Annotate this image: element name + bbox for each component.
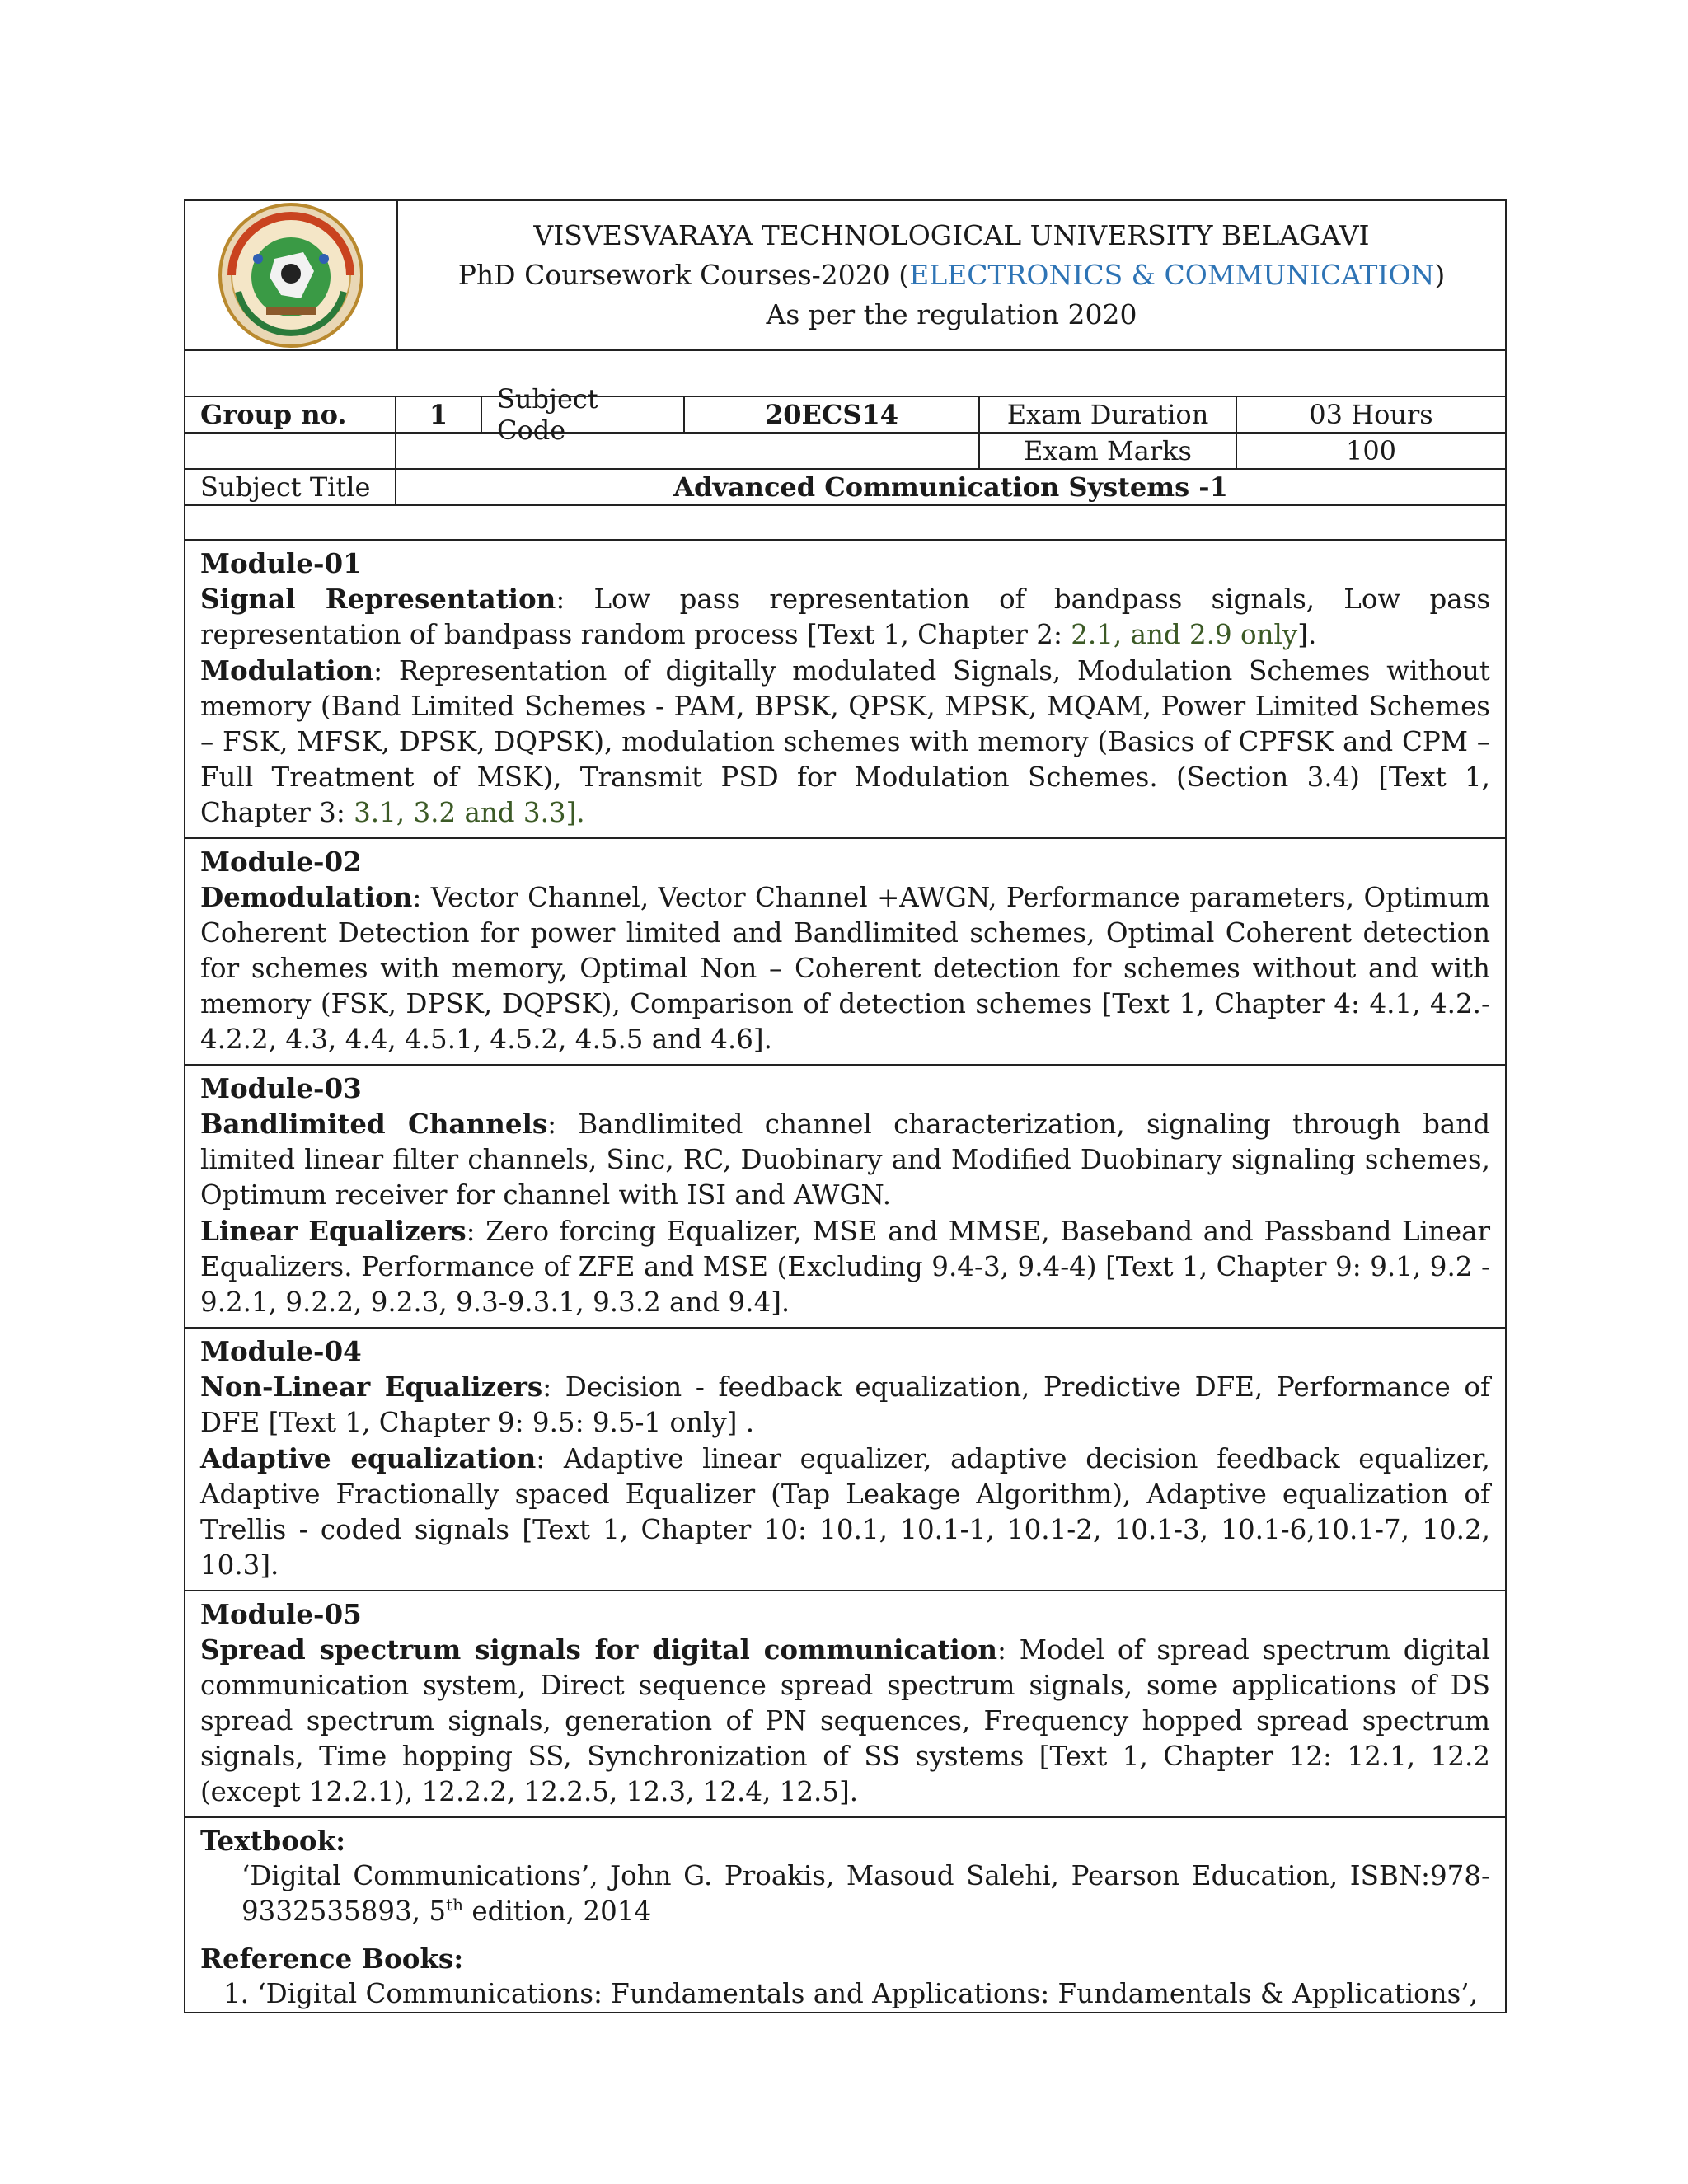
spacer-row xyxy=(185,351,1505,397)
exam-marks-value: 100 xyxy=(1345,435,1397,466)
reference-item: 1. ‘Digital Communications: Fundamentals and Applications: Fundamentals & Applications’, xyxy=(223,1978,1478,2009)
module-title: Module-03 xyxy=(200,1072,362,1104)
textbook-heading: Textbook: xyxy=(200,1825,346,1857)
books-section xyxy=(185,1818,1505,2012)
empty-cell xyxy=(185,434,396,468)
module-04 xyxy=(185,1329,1505,1591)
logo-cell xyxy=(185,201,398,349)
department-name: ELECTRONICS & COMMUNICATION xyxy=(909,259,1435,291)
module-title: Module-01 xyxy=(200,547,362,579)
info-row-2 xyxy=(185,434,1505,470)
module-paragraph: Modulation: Representation of digitally modulated Signals, Modulation Schemes without memory (Band Limited Schemes - PAM, BPSK, QPSK, MPSK, MQAM, Power Limited Schemes – FSK, MFSK, DPSK, DQPSK), modulation schemes with memory (Basics of CPFSK and CPM – Full Treatment of MSK), Transmit PSD for Modulation Schemes. (Section 3.4) [Text 1, Chapter 3: 3.1, 3.2 and 3.3]. xyxy=(200,654,1490,828)
subject-code-value: 20ECS14 xyxy=(685,397,980,432)
subject-title-value: Advanced Communication Systems -1 xyxy=(673,471,1228,503)
course-line: PhD Coursework Courses-2020 (ELECTRONICS & COMMUNICATION) xyxy=(457,259,1446,291)
textbook-entry: ‘Digital Communications’, John G. Proakis, Masoud Salehi, Pearson Education, ISBN:978-9332535893, 5th edition, 2014 xyxy=(241,1860,1490,1927)
info-row-1 xyxy=(185,383,1505,446)
module-paragraph: Demodulation: Vector Channel, Vector Channel +AWGN, Performance parameters, Optimum Coherent Detection for power limited and Bandlimited schemes, Optimal Coherent detection for schemes with memory, Optimal Non – Coherent detection for schemes without and with memory (FSK, DPSK, DQPSK), Comparison of detection schemes [Text 1, Chapter 4: 4.1, 4.2.- 4.2.2, 4.3, 4.4, 4.5.1, 4.5.2, 4.5.5 and 4.6]. xyxy=(200,881,1490,1055)
header-row xyxy=(185,201,1505,351)
group-value: 1 xyxy=(396,397,482,432)
module-title: Module-02 xyxy=(200,846,362,878)
empty-cell xyxy=(396,434,980,468)
module-paragraph: Bandlimited Channels: Bandlimited channel characterization, signaling through band limited linear filter channels, Sinc, RC, Duobinary and Modified Duobinary signaling schemes, Optimum receiver for channel with ISI and AWGN. xyxy=(200,1108,1490,1211)
module-paragraph: Non-Linear Equalizers: Decision - feedback equalization, Predictive DFE, Performance of DFE [Text 1, Chapter 9: 9.5: 9.5-1 only] . xyxy=(200,1371,1490,1438)
module-05 xyxy=(185,1591,1505,1818)
subject-code-label: Subject Code xyxy=(482,397,685,432)
university-name: VISVESVARAYA TECHNOLOGICAL UNIVERSITY BELAGAVI xyxy=(533,219,1370,251)
university-seal-icon xyxy=(217,201,365,349)
module-paragraph: Linear Equalizers: Zero forcing Equalizer, MSE and MMSE, Baseband and Passband Linear Equalizers. Performance of ZFE and MSE (Excluding 9.4-3, 9.4-4) [Text 1, Chapter 9: 9.1, 9.2 - 9.2.1, 9.2.2, 9.2.3, 9.3-9.3.1, 9.3.2 and 9.4]. xyxy=(200,1215,1490,1318)
exam-duration-value: 03 Hours xyxy=(1309,399,1433,430)
module-01 xyxy=(185,541,1505,839)
reference-heading: Reference Books: xyxy=(200,1943,464,1975)
syllabus-table xyxy=(184,199,1507,2013)
exam-marks-label: Exam Marks xyxy=(980,434,1237,468)
spacer-row xyxy=(185,506,1505,541)
module-paragraph: Adaptive equalization: Adaptive linear equalizer, adaptive decision feedback equalizer, Adaptive Fractionally spaced Equalizer (Tap Leakage Algorithm), Adaptive equalization of Trellis - coded signals [Text 1, Chapter 10: 10.1, 10.1-1, 10.1-2, 10.1-3, 10.1-6,10.1-7, 10.2, 10.3]. xyxy=(200,1442,1490,1581)
module-paragraph: Signal Representation: Low pass representation of bandpass signals, Low pass representation of bandpass random process [Text 1, Chapter 2: 2.1, and 2.9 only]. xyxy=(200,583,1490,650)
module-title: Module-05 xyxy=(200,1598,362,1630)
module-03 xyxy=(185,1066,1505,1329)
group-label: Group no. xyxy=(185,397,396,432)
module-title: Module-04 xyxy=(200,1335,362,1367)
exam-duration-label: Exam Duration xyxy=(980,397,1237,432)
info-row-3 xyxy=(185,470,1505,506)
regulation-line: As per the regulation 2020 xyxy=(766,298,1137,330)
subject-title-label: Subject Title xyxy=(185,470,396,504)
module-02 xyxy=(185,839,1505,1066)
header-titles xyxy=(398,201,1505,349)
module-paragraph: Spread spectrum signals for digital communication: Model of spread spectrum digital communication system, Direct sequence spread spectrum signals, some applications of DS spread spectrum signals, generation of PN sequences, Frequency hopped spread spectrum signals, Time hopping SS, Synchronization of SS systems [Text 1, Chapter 12: 12.1, 12.2 (except 12.2.1), 12.2.2, 12.2.5, 12.3, 12.4, 12.5]. xyxy=(200,1633,1491,1807)
